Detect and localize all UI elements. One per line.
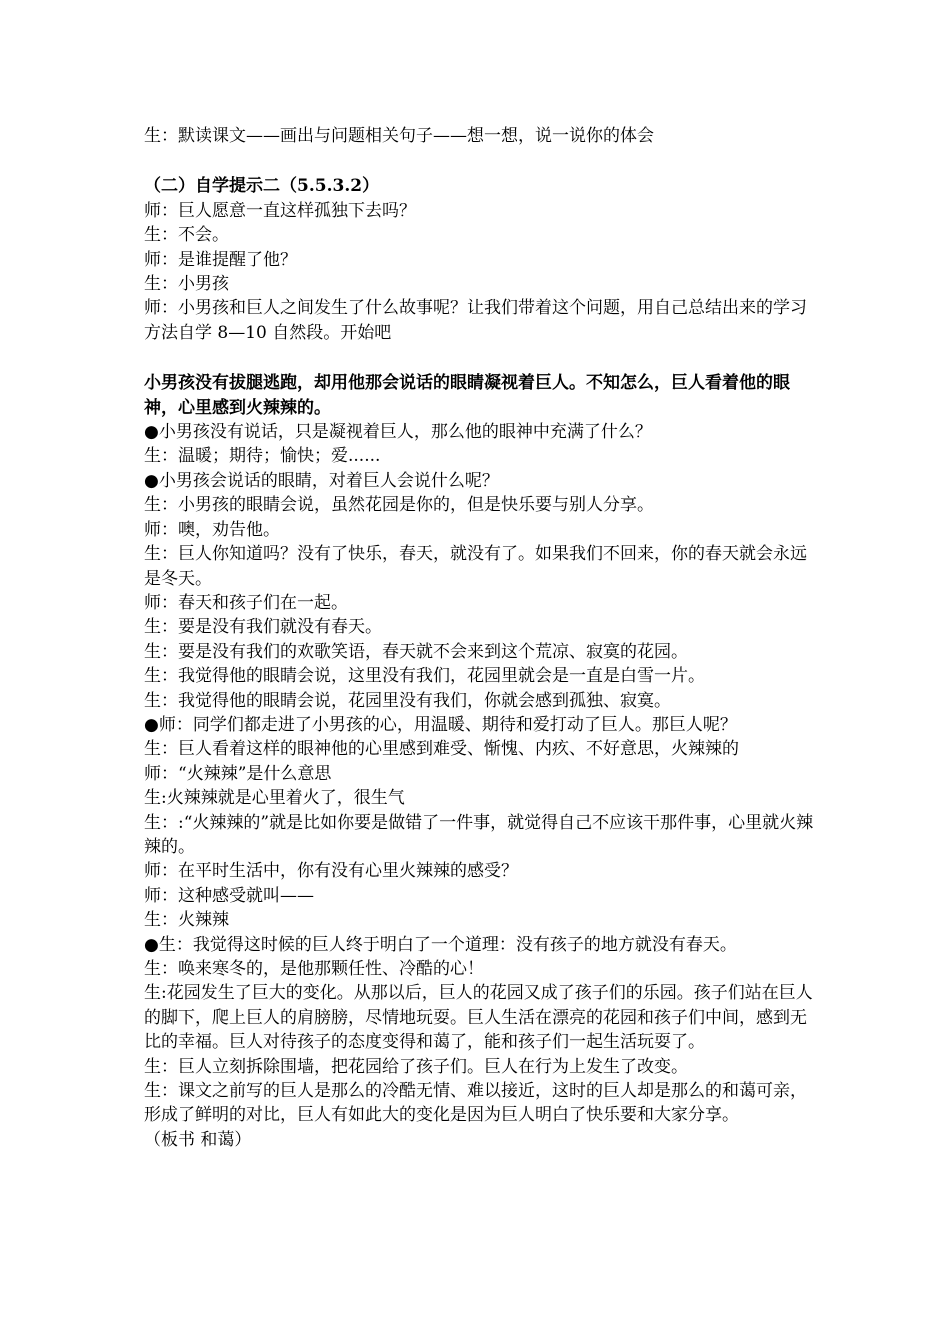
dialogue-paragraph: 生:花园发生了巨大的变化。从那以后，巨人的花园又成了孩子们的乐园。孩子们站在巨人的脚下，爬上巨人的肩膀膀，尽情地玩耍。巨人生活在漂亮的花园和孩子们中间，感到无比的幸福。巨人对待孩子的态度变得和蔼了，能和孩子们一起生活玩耍了。 (144, 983, 813, 1053)
spacer (144, 148, 820, 174)
dialogue-line: 师：巨人愿意一直这样孤独下去吗？ (144, 200, 416, 221)
dialogue-line: 生：要是没有我们就没有春天。 (144, 617, 382, 638)
key-sentence: 小男孩没有拔腿逃跑，却用他那会说话的眼睛凝视着巨人。不知怎么，巨人看着他的眼神，心里感到火辣辣的。 (144, 373, 790, 418)
dialogue-line: 师：春天和孩子们在一起。 (144, 592, 348, 613)
dialogue-line: 师：“火辣辣”是什么意思 (144, 763, 332, 784)
section-heading: （二）自学提示二（5.5.3.2） (144, 176, 380, 197)
dialogue-line: 生：不会。 (144, 225, 229, 246)
intro-line: 生：默读课文——画出与问题相关句子——想一想，说一说你的体会 (144, 126, 654, 146)
dialogue-line: ●小男孩会说话的眼睛，对着巨人会说什么呢？ (144, 470, 499, 491)
dialogue-line: ●小男孩没有说话，只是凝视着巨人，那么他的眼神中充满了什么？ (144, 422, 652, 443)
dialogue-line: 师：是谁提醒了他？ (144, 249, 297, 270)
board-note: （板书 和蔼） (144, 1129, 252, 1150)
dialogue-paragraph: 生：课文之前写的巨人是那么的冷酷无情、难以接近，这时的巨人却是那么的和蔼可亲，形成了鲜明的对比，巨人有如此大的变化是因为巨人明白了快乐要和大家分享。 (144, 1081, 807, 1126)
dialogue-line: 生:火辣辣就是心里着火了，很生气 (144, 788, 405, 809)
dialogue-line: 生：我觉得他的眼睛会说，这里没有我们，花园里就会是一直是白雪一片。 (144, 666, 705, 687)
dialogue-line: 师：噢，劝告他。 (144, 519, 280, 540)
document-body (144, 124, 820, 1152)
dialogue-line: 生：小男孩 (144, 274, 229, 295)
dialogue-line: 生：火辣辣 (144, 910, 229, 931)
dialogue-line: 生：我觉得他的眼睛会说，花园里没有我们，你就会感到孤独、寂寞。 (144, 690, 671, 711)
dialogue-line: 生：巨人立刻拆除围墙，把花园给了孩子们。巨人在行为上发生了改变。 (144, 1056, 688, 1077)
dialogue-line: ●师：同学们都走进了小男孩的心，用温暖、期待和爱打动了巨人。那巨人呢？ (144, 714, 737, 735)
dialogue-line: 生：温暖；期待；愉快；爱...... (144, 446, 381, 467)
dialogue-paragraph: 生：:“火辣辣的”就是比如你要是做错了一件事，就觉得自己不应该干那件事，心里就火辣辣的。 (144, 812, 814, 857)
spacer (144, 345, 820, 371)
dialogue-line: 生：唤来寒冬的，是他那颗任性、冷酷的心！ (144, 959, 484, 979)
dialogue-line: 生：巨人看着这样的眼神他的心里感到难受、惭愧、内疚、不好意思，火辣辣的 (144, 739, 739, 760)
dialogue-line: 生：小男孩的眼睛会说，虽然花园是你的，但是快乐要与别人分享。 (144, 495, 654, 516)
dialogue-line: 师：在平时生活中，你有没有心里火辣辣的感受？ (144, 861, 518, 882)
dialogue-line: ●生：我觉得这时候的巨人终于明白了一个道理：没有孩子的地方就没有春天。 (144, 934, 737, 955)
dialogue-paragraph: 师：小男孩和巨人之间发生了什么故事呢？让我们带着这个问题，用自己总结出来的学习方法自学 8—10 自然段。开始吧 (144, 298, 807, 343)
dialogue-line: 生：要是没有我们的欢歌笑语，春天就不会来到这个荒凉、寂寞的花园。 (144, 641, 688, 662)
dialogue-paragraph: 生：巨人你知道吗？没有了快乐，春天，就没有了。如果我们不回来，你的春天就会永远是冬天。 (144, 544, 807, 589)
dialogue-line: 师：这种感受就叫—— (144, 885, 314, 906)
